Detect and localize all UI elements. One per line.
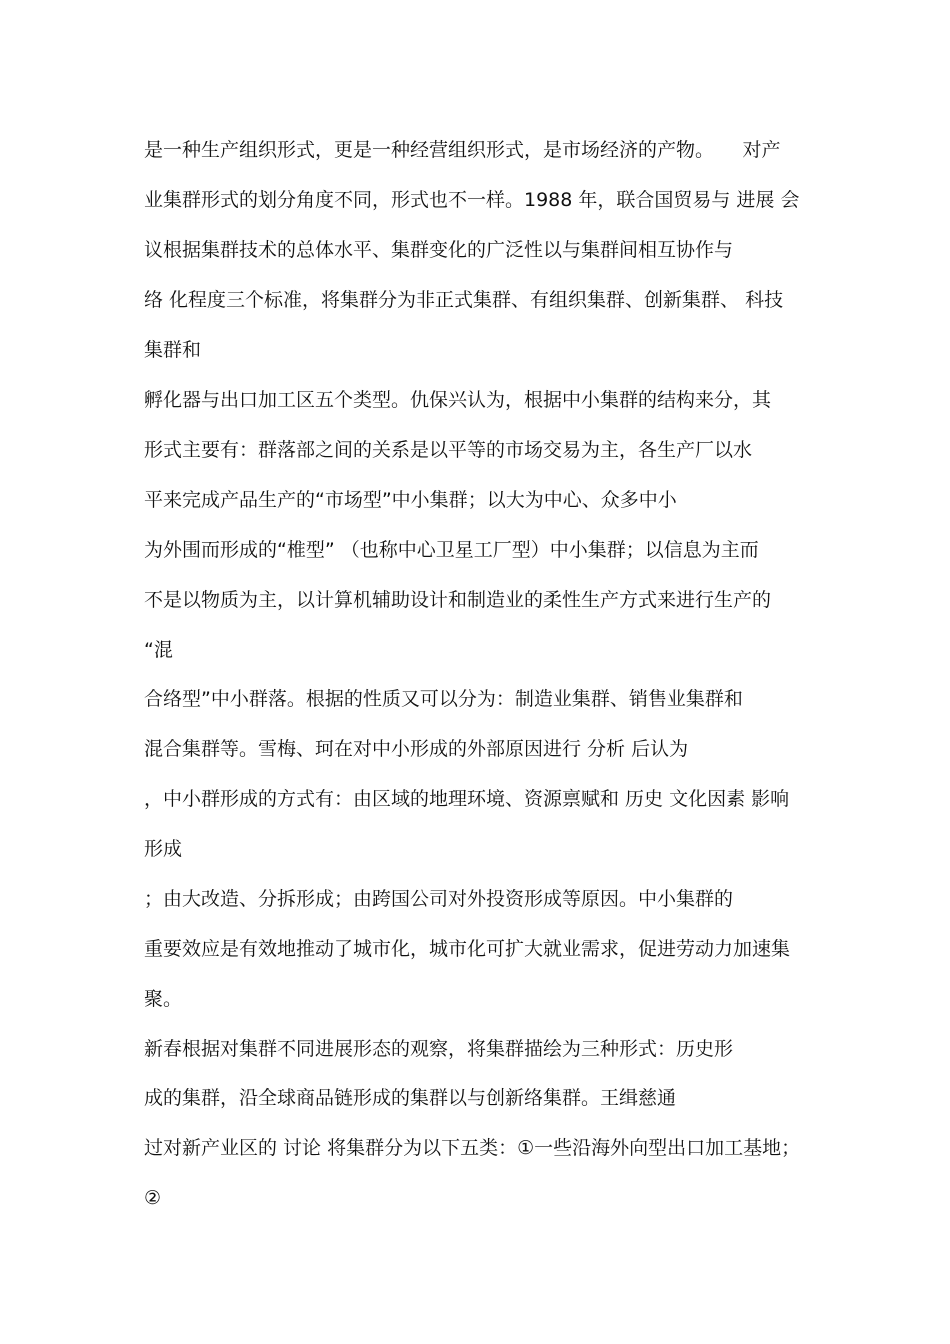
text-line: 平来完成产品生产的“市场型”中小集群；以大为中心、众多中小 [144,489,677,511]
text-line: ；由大改造、分拆形成；由跨国公司对外投资形成等原因。中小集群的 [144,888,734,910]
text-line: “混 [144,639,173,661]
text-line: 聚。 [144,988,183,1010]
text-line: 重要效应是有效地推动了城市化，城市化可扩大就业需求，促进劳动力加速集 [144,938,791,960]
text-line: 集群和 [144,339,202,361]
text-line: 形式主要有：群落部之间的关系是以平等的市场交易为主，各生产厂以水 [144,439,753,461]
text-line: 为外围而形成的“椎型” （也称中心卫星工厂型）中小集群；以信息为主而 [144,539,759,561]
text-line: 孵化器与出口加工区五个类型。仇保兴认为，根据中小集群的结构来分，其 [144,389,772,411]
text-line: 是一种生产组织形式，更是一种经营组织形式，是市场经济的产物。 对产 [144,139,781,161]
text-line: 不是以物质为主，以计算机辅助设计和制造业的柔性生产方式来进行生产的 [144,589,772,611]
text-line: 成的集群，沿全球商品链形成的集群以与创新络集群。王缉慈通 [144,1087,677,1109]
text-line: 过对新产业区的 讨论 将集群分为以下五类：①一些沿海外向型出口加工基地； [144,1137,801,1159]
text-line: 形成 [144,838,183,860]
text-line: 络 化程度三个标准，将集群分为非正式集群、有组织集群、创新集群、 科技 [144,289,784,311]
text-line: 议根据集群技术的总体水平、集群变化的广泛性以与集群间相互协作与 [144,239,734,261]
text-line: 合络型”中小群落。根据的性质又可以分为：制造业集群、销售业集群和 [144,688,743,710]
text-line: 业集群形式的划分角度不同，形式也不一样。1988 年，联合国贸易与 进展 会 [144,189,800,211]
text-line: ，中小群形成的方式有：由区域的地理环境、资源禀赋和 历史 文化因素 影响 [144,788,790,810]
text-line: ② [144,1187,162,1209]
text-line: 混合集群等。雪梅、珂在对中小形成的外部原因进行 分析 后认为 [144,738,689,760]
text-line: 新春根据对集群不同进展形态的观察，将集群描绘为三种形式：历史形 [144,1038,734,1060]
